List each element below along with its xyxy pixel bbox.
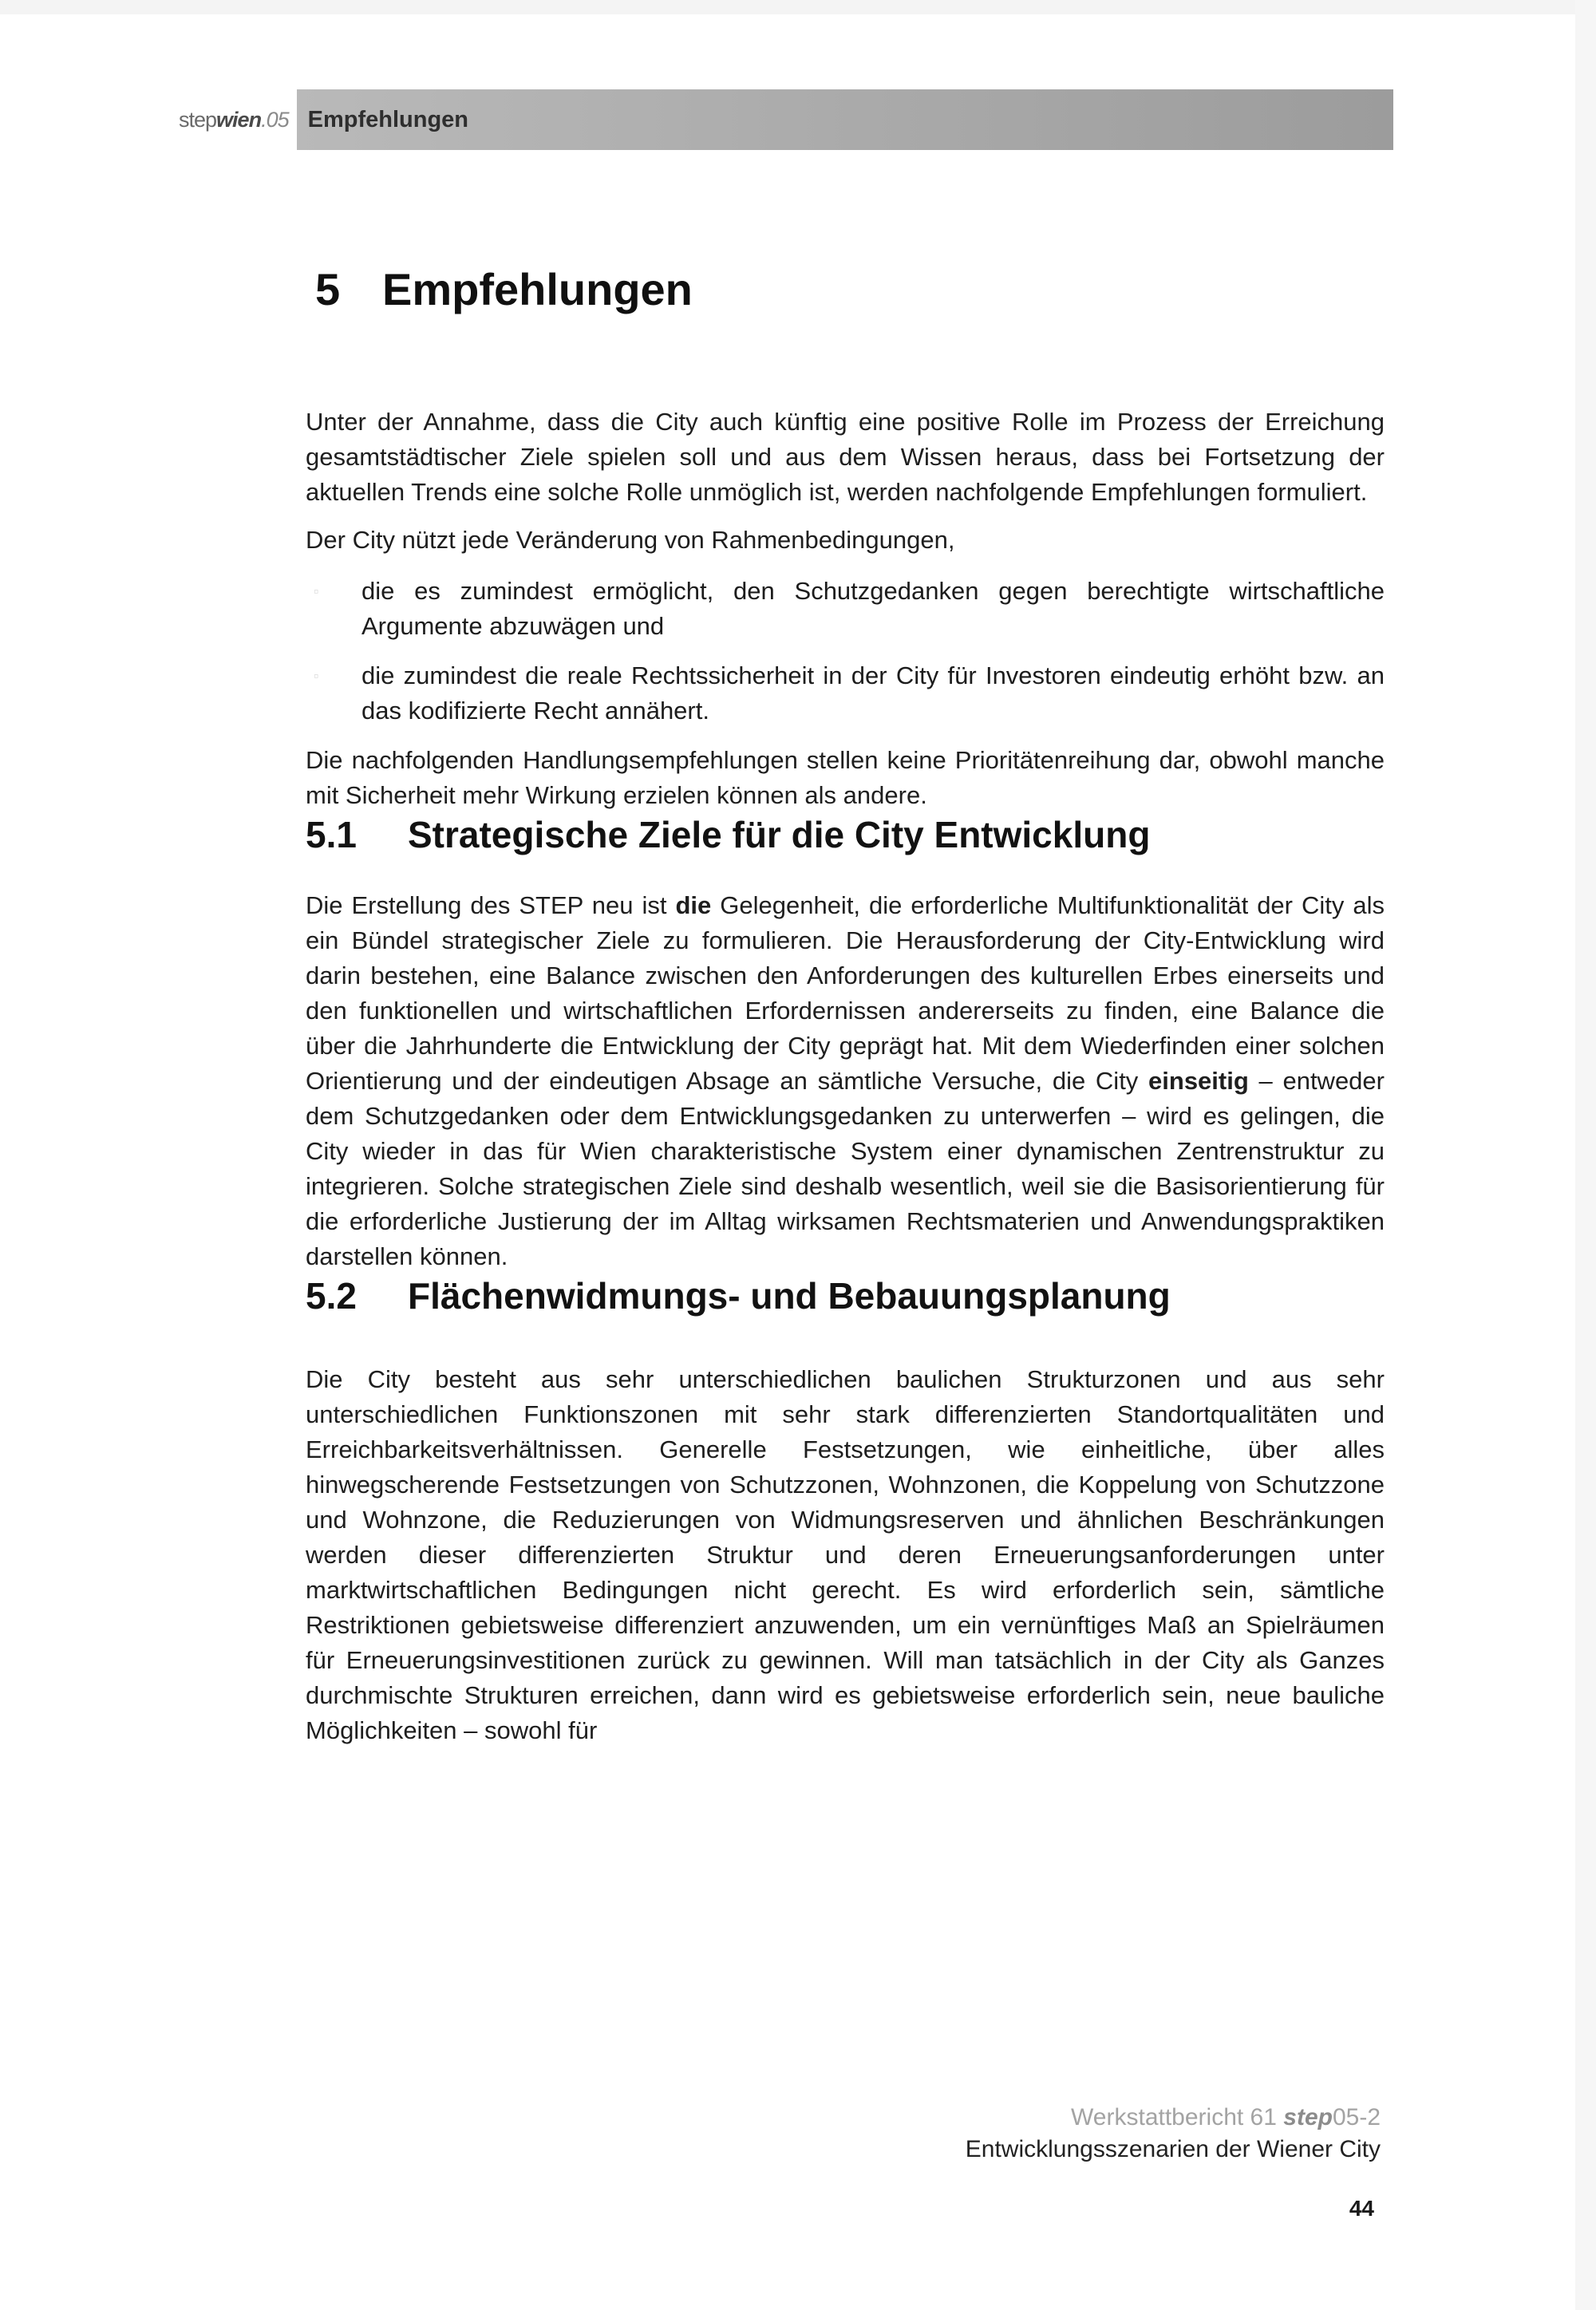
- footer-report-line: [966, 2102, 1381, 2134]
- footer-step: step: [1283, 2104, 1333, 2130]
- bullet-icon: ▫: [314, 583, 319, 599]
- page-number: 44: [1349, 2196, 1374, 2221]
- intro-paragraph-1: Unter der Annahme, dass die City auch künftig eine positive Rolle im Prozess der Erreichung gesamtstädtischer Ziele spielen soll und aus dem Wissen heraus, dass bei Fortsetzung der aktuellen Trends eine solche Rolle unmöglich ist, werden nachfolgende Empfehlungen formuliert.: [306, 408, 1385, 506]
- scan-edge-right: [1575, 0, 1596, 2310]
- scan-edge-top: [0, 0, 1596, 14]
- section-5-1-paragraph: [306, 888, 1385, 1274]
- section-title: Strategische Ziele für die City Entwicklung: [408, 814, 1151, 855]
- intro-paragraph-3: Die nachfolgenden Handlungsempfehlungen stellen keine Prioritätenreihung dar, obwohl manche mit Sicherheit mehr Wirkung erzielen können als andere.: [306, 746, 1385, 809]
- emphasis-einseitig: einseitig: [1148, 1067, 1249, 1095]
- header-title: Empfehlungen: [307, 106, 468, 132]
- logo-prefix: step: [179, 107, 217, 132]
- list-item-text: die es zumindest ermöglicht, den Schutzgedanken gegen berechtigte wirtschaftliche Argumente abzuwägen und: [361, 577, 1385, 640]
- logo-suffix: .05: [261, 107, 289, 132]
- logo-wien: wien: [216, 107, 262, 132]
- section-5-2-paragraph: Die City besteht aus sehr unterschiedlichen baulichen Strukturzonen und aus sehr unterschiedlichen Funktionszonen mit sehr stark differenzierten Standortqualitäten und Erreichbarkeitsverhältnissen. Generelle Festsetzungen, wie einheitliche, über alles hinwegscherende Festsetzungen von Schutzzonen, Wohnzonen, die Koppelung von Schutzzone und Wohnzone, die Reduzierungen von Widmungsreserven und ähnlichen Beschränkungen werden dieser differenzierten Struktur und deren Erneuerungsanforderungen unter marktwirtschaftlichen Bedingungen nicht gerecht. Es wird erforderlich sein, sämtliche Restriktionen gebietsweise differenziert anzuwenden, um ein vernünftiges Maß an Spielräumen für Erneuerungsinvestitionen zurück zu gewinnen. Will man tatsächlich in der City als Ganzes durchmischte Strukturen erreichen, dann wird es gebietsweise erforderlich sein, neue bauliche Möglichkeiten – sowohl für: [306, 1365, 1385, 1744]
- footer-report: Werkstattbericht 61: [1071, 2104, 1284, 2130]
- chapter-number: 5: [315, 264, 341, 314]
- text-run: Gelegenheit, die erforderliche Multifunktionalität der City als ein Bündel strategischer Ziele zu formulieren. Die Herausforderung der City-Entwicklung wird darin bestehen, eine Balance zwischen den Anforderungen des kulturellen Erbes einerseits und den funktionellen und wirtschaftlichen Erfordernissen andererseits zu finden, eine Balance die über die Jahrhunderte die Entwicklung der City geprägt hat. Mit dem Wiederfinden einer solchen Orientierung und der eindeutigen Absage an sämtliche Versuche, die City: [306, 891, 1385, 1095]
- intro-paragraph-2: Der City nützt jede Veränderung von Rahmenbedingungen,: [306, 526, 955, 554]
- stepwien-logo: [169, 89, 297, 150]
- bullet-icon: ▫: [314, 668, 319, 684]
- text-run: Die Erstellung des STEP neu ist: [306, 891, 676, 919]
- page-footer: [966, 2102, 1381, 2166]
- header-band: [297, 89, 1393, 150]
- list-item: [306, 658, 1385, 729]
- footer-subtitle: Entwicklungsszenarien der Wiener City: [965, 2136, 1381, 2162]
- chapter-title: Empfehlungen: [382, 264, 693, 314]
- page-content: [306, 263, 1385, 1748]
- section-number: 5.1: [306, 814, 357, 855]
- intro-bullet-list: [306, 574, 1385, 729]
- section-number: 5.2: [306, 1275, 357, 1317]
- section-heading-5-2: [306, 1274, 1385, 1317]
- running-header: [169, 89, 1393, 150]
- section-heading-5-1: [306, 813, 1385, 856]
- chapter-heading: [315, 263, 1385, 315]
- list-item-text: die zumindest die reale Rechtssicherheit in der City für Investoren eindeutig erhöht bzw. an das kodifizierte Recht annähert.: [361, 661, 1385, 725]
- list-item: [306, 574, 1385, 644]
- section-title: Flächenwidmungs- und Bebauungsplanung: [408, 1275, 1171, 1317]
- emphasis-die: die: [675, 891, 712, 919]
- text-run: – entweder dem Schutzgedanken oder dem Entwicklungsgedanken zu unterwerfen – wird es gelingen, die City wieder in das für Wien charakteristische System einer dynamischen Zentrenstruktur zu integrieren. Solche strategischen Ziele sind deshalb wesentlich, weil sie die Basisorientierung für die erforderliche Justierung der im Alltag wirksamen Rechtsmaterien und Anwendungspraktiken darstellen können.: [306, 1067, 1385, 1270]
- footer-step-suffix: 05-2: [1332, 2104, 1381, 2130]
